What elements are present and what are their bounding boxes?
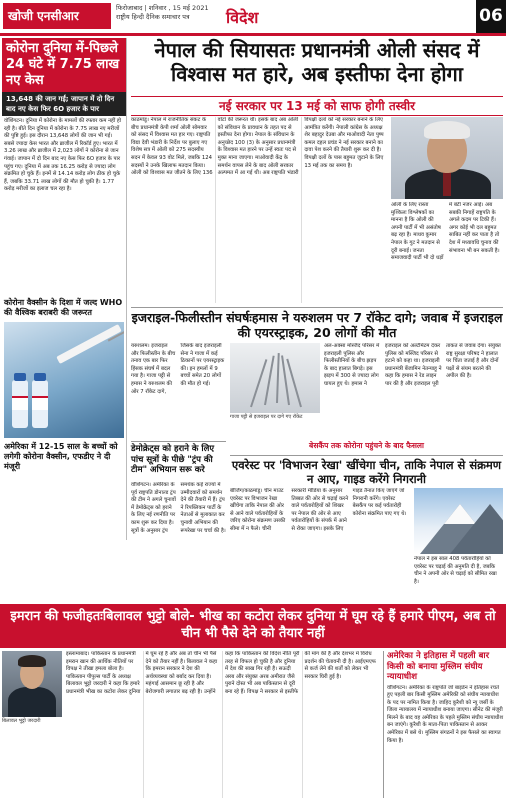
israel-body: यरुशलम। इजराइल और फिलीस्तीन के बीच तनाव एक बार फिर हिंसक संघर्ष में बदल गया है। गाजा पट्टी से हमास ने यरुशलम की ओर 7 रॉकेट दागे, जिसके बाद इजराइली सेना ने गाजा में कई ठिकानों पर एयरस्ट्राइक की। इन हमलों में 9 बच्चों समेत 20 लोगों की मौत हो गई। bbox=[131, 343, 225, 395]
covid-world-headline: कोरोना दुनिया में-पिछले 24 घंटे में 7.75 लाख नए केस bbox=[2, 38, 126, 92]
masthead-rule bbox=[0, 33, 506, 36]
everest-headline: एवरेस्ट पर 'विभाजन रेखा' खींचेगा चीन, ताकि नेपाल से संक्रमण न आए, गाइड करेंगे निगरानी bbox=[230, 455, 503, 486]
everest-tag: बेसकैंप तक कोरोना पहुंचने के बाद फैसला bbox=[309, 441, 424, 450]
rocket-photo-caption: गाजा पट्टी से इजराइल पर दागे गए रॉकेट bbox=[230, 414, 303, 420]
covid-world-kicker: 13,648 की जान गई; जापान में दो दिन बाद नए केस फिर 6O हजार के पार bbox=[2, 92, 126, 116]
issue-tagline: राष्ट्रीय हिन्दी दैनिक समाचार पत्र bbox=[116, 13, 190, 21]
covid-world-body: वॉशिंगटन। दुनिया में कोरोना के मामलों की रफ्तार कम नहीं हो रही है। बीते दिन दुनिया में कोरोना के 7.75 लाख नए मरीजों की पुष्टि हुई। इस दौरान 13,648 लोगों की जान भी गई। सबसे ज्यादा केस भारत और ब्राजील में रिकॉर्ड हुए। भारत में 3.26 लाख और ब्राजील में 2,023 लोगों ने कोरोना से जान गंवाई। जापान में दो दिन बाद नए केस फिर 6O हजार के पार पहुंच गए। दुनिया में अब तक 16.25 करोड़ से ज्यादा लोग संक्रमित हो चुके हैं। इनमें से 14.14 करोड़ लोग ठीक हो चुके हैं, जबकि 33.71 लाख लोगों की मौत हो चुकी है। 1.77 करोड़ मरीजों का इलाज चल रहा है। bbox=[4, 118, 122, 193]
lead-sidebar-text: ओली के लिए रास्ता मुश्किलः विश्लेषकों का मानना है कि ओली की अपनी पार्टी में भी असंतोष बढ़ रहा है। माधव कुमार नेपाल के गुट ने मतदान से दूरी बनाई। जनता समाजवादी पार्टी भी दो धड़ों में बंटी नजर आई। अब सबकी निगाहें राष्ट्रपति के अगले कदम पर टिकी हैं। अगर कोई भी दल बहुमत साबित नहीं कर पाता है तो देश में मध्यावधि चुनाव की संभावना भी बन सकती है। bbox=[391, 202, 500, 262]
israel-headline: इजराइल-फिलीस्तीन संघर्षःहमास ने यरुशलम पर 7 रॉकेट दागे; जवाब में इजराइल की एयरस्ट्राइक, 20 लोगों की मौत bbox=[131, 307, 503, 340]
lead-headline: नेपाल की सियासतः प्रधानमंत्री ओली संसद में विश्वास मत हारे, अब इस्तीफा देना होगा bbox=[154, 38, 480, 86]
trump-body: वॉशिंगटन। अमेरिका के पूर्व राष्ट्रपति डोनाल्ड ट्रंप की टीम ने अगले चुनावों में डेमोक्रेट्स को हराने के लिए नई रणनीति पर काम शुरू कर दिया है। सूत्रों के अनुसार ट्रंप समर्थक कई राज्यों में उम्मीदवारों को समर्थन देने की तैयारी में हैं। ट्रंप ने रिपब्लिकन पार्टी के नेताओं से मुलाकात कर चुनावी अभियान की रूपरेखा पर चर्चा की है। bbox=[131, 482, 226, 534]
everest-body: बीजिंग/काठमांडू। चीन माउंट एवरेस्ट पर विभाजन रेखा खींचेगा ताकि नेपाल की ओर से आने वाले पर्वतारोहियों के जरिए कोरोना संक्रमण उसकी सीमा में न फैले। चीनी सरकारी मीडिया के अनुसार तिब्बत की ओर से चढ़ाई करने वाले पर्वतारोहियों को शिखर पर नेपाल की ओर से आए पर्वतारोहियों के संपर्क में आने से रोका जाएगा। इसके लिए गाइड तैनात किए जाएंगे जो निगरानी करेंगे। एवरेस्ट बेसकैंप पर कई पर्वतारोही कोरोना संक्रमित पाए गए थे। bbox=[230, 488, 407, 532]
trump-headline: डेमोक्रेट्स को हराने के लिए पांच सूत्रों के पीछे "ट्रंप की टीम" अभियान सरू करे bbox=[131, 441, 226, 476]
newspaper-logo: खोजी एनसीआर bbox=[3, 3, 111, 29]
oli-photo bbox=[391, 117, 503, 199]
everest-sidebar-text: नेपाल ने इस साल 408 पर्वतारोहियों को एवरेस्ट पर चढ़ाई की अनुमति दी है, जबकि चीन ने अपनी ओर से चढ़ाई को सीमित रखा है। bbox=[414, 556, 497, 585]
vaccine-caption: कोरोना वैक्सीन के दिशा में जल्द WHO की वैश्विक बराबरी की जरूरत bbox=[4, 298, 123, 317]
us-vaccine-headline: अमेरिका में 12-15 साल के बच्चों को लगेगी कोरोना वैक्सीन, एफडीए ने दी मंजूरी bbox=[4, 442, 118, 471]
everest-photo bbox=[414, 488, 503, 554]
america-judge-headline: अमेरिका ने इतिहास में पहली बार किसी को बनाया मुस्लिम संघीय न्यायाधीश bbox=[387, 651, 490, 682]
vaccine-photo bbox=[4, 322, 124, 438]
bilawal-photo bbox=[2, 651, 62, 717]
issue-date: फिरोजाबाद | शनिवार , 15 मई 2021 bbox=[116, 4, 209, 12]
bilawal-headline: इमरान की फजीहतःबिलावल भुट्टो बोले- भीख का कटोरा लेकर दुनिया में घूम रहे हैं हमारे पीएम, अब तो चीन भी पैसे देने को तैयार नहीं bbox=[0, 604, 506, 648]
bilawal-photo-caption: बिलावल भुट्टो जरदारी bbox=[2, 718, 41, 724]
israel-body-continued: अल-अक्सा मस्जिद परिसर में इजराइली पुलिस और फिलीस्तीनियों के बीच झड़प के बाद हालात बिगड़े। इस झड़प में 300 से ज्यादा लोग घायल हुए थे। हमास ने इजराइल को अल्टीमेटम देकर पुलिस को मस्जिद परिसर से हटाने को कहा था। इजराइली प्रधानमंत्री बेंजामिन नेतन्याहू ने कहा कि हमास ने रेड लाइन पार की है और इजराइल पूरी ताकत से जवाब देगा। संयुक्त राष्ट्र सुरक्षा परिषद ने हालात पर चिंता जताई है और दोनों पक्षों से संयम बरतने की अपील की है। bbox=[324, 343, 501, 387]
left-column bbox=[2, 38, 127, 540]
bilawal-body: इस्लामाबाद। पाकिस्तान के प्रधानमंत्री इमरान खान की आर्थिक नीतियों पर विपक्ष ने तीखा हमला बोला है। पाकिस्तान पीपुल्स पार्टी के अध्यक्ष बिलावल भुट्टो जरदारी ने कहा कि हमारे प्रधानमंत्री भीख का कटोरा लेकर दुनिया में घूम रहे हैं और अब तो चीन भी पैसे देने को तैयार नहीं है। बिलावल ने कहा कि इमरान सरकार ने देश की अर्थव्यवस्था को बर्बाद कर दिया है। महंगाई आसमान छू रही है और बेरोजगारी लगातार बढ़ रही है। उन्होंने कहा कि पाकिस्तान की विदेश नीति पूरी तरह से विफल हो चुकी है और दुनिया में देश की साख गिर रही है। सऊदी अरब और संयुक्त अरब अमीरात जैसे पुराने दोस्त भी अब पाकिस्तान से दूरी बना रहे हैं। विपक्ष ने सरकार से इस्तीफे की मांग की है और देशभर में विरोध प्रदर्शन की चेतावनी दी है। आईएमएफ से कर्ज लेने की शर्तों को लेकर भी सरकार घिरी हुई है। bbox=[66, 651, 376, 695]
page-number: 06 bbox=[476, 0, 506, 33]
rocket-photo bbox=[230, 343, 320, 413]
america-judge-box bbox=[383, 651, 504, 798]
lead-body: काठमांडू। नेपाल में राजनीतिक संकट के बीच प्रधानमंत्री केपी शर्मा ओली सोमवार को संसद में विश्वास मत हार गए। राष्ट्रपति विद्या देवी भंडारी के निर्देश पर बुलाए गए विशेष सत्र में ओली को 275 सदस्यीय सदन में केवल 93 वोट मिले, जबकि 124 सदस्यों ने उनके खिलाफ मतदान किया। ओली को विश्वास मत जीतने के लिए 136 वोटों की जरूरत थी। इसके बाद अब ओली को संविधान के प्रावधान के तहत पद से इस्तीफा देना होगा। नेपाल के संविधान के अनुच्छेद 100 (3) के अनुसार प्रधानमंत्री के विश्वास मत हारने पर उन्हें स्वतः पद से मुक्त माना जाएगा। माओवादी केंद्र के समर्थन वापस लेने के बाद ओली सरकार अल्पमत में आ गई थी। अब राष्ट्रपति भंडारी विपक्षी दलों को नई सरकार बनाने के लिए आमंत्रित करेंगी। नेपाली कांग्रेस के अध्यक्ष शेर बहादुर देउबा और माओवादी नेता पुष्प कमल दहल प्रचंड ने नई सरकार बनाने का दावा पेश करने की तैयारी शुरू कर दी है। विपक्षी दलों के पास बहुमत जुटाने के लिए 13 मई तक का समय है। bbox=[131, 117, 384, 177]
masthead bbox=[0, 0, 506, 33]
america-judge-body: वॉशिंगटन। अमेरिका के राष्ट्रपति जो बाइडेन ने इतिहास रचते हुए पहली बार किसी मुस्लिम अमेरिकी को संघीय न्यायाधीश के पद पर नामित किया है। जाहिद कुरैशी को न्यू जर्सी के जिला न्यायालय में न्यायाधीश बनाया जाएगा। सीनेट की मंजूरी मिलने के बाद वह अमेरिका के पहले मुस्लिम संघीय न्यायाधीश बन जाएंगे। कुरैशी के माता-पिता पाकिस्तान से आकर अमेरिका में बसे थे। मुस्लिम संगठनों ने इस फैसले का स्वागत किया है। bbox=[387, 684, 504, 744]
section-title: विदेश bbox=[226, 8, 259, 27]
lead-subhead: नई सरकार पर 13 मई को साफ होगी तस्वीर bbox=[131, 96, 503, 116]
